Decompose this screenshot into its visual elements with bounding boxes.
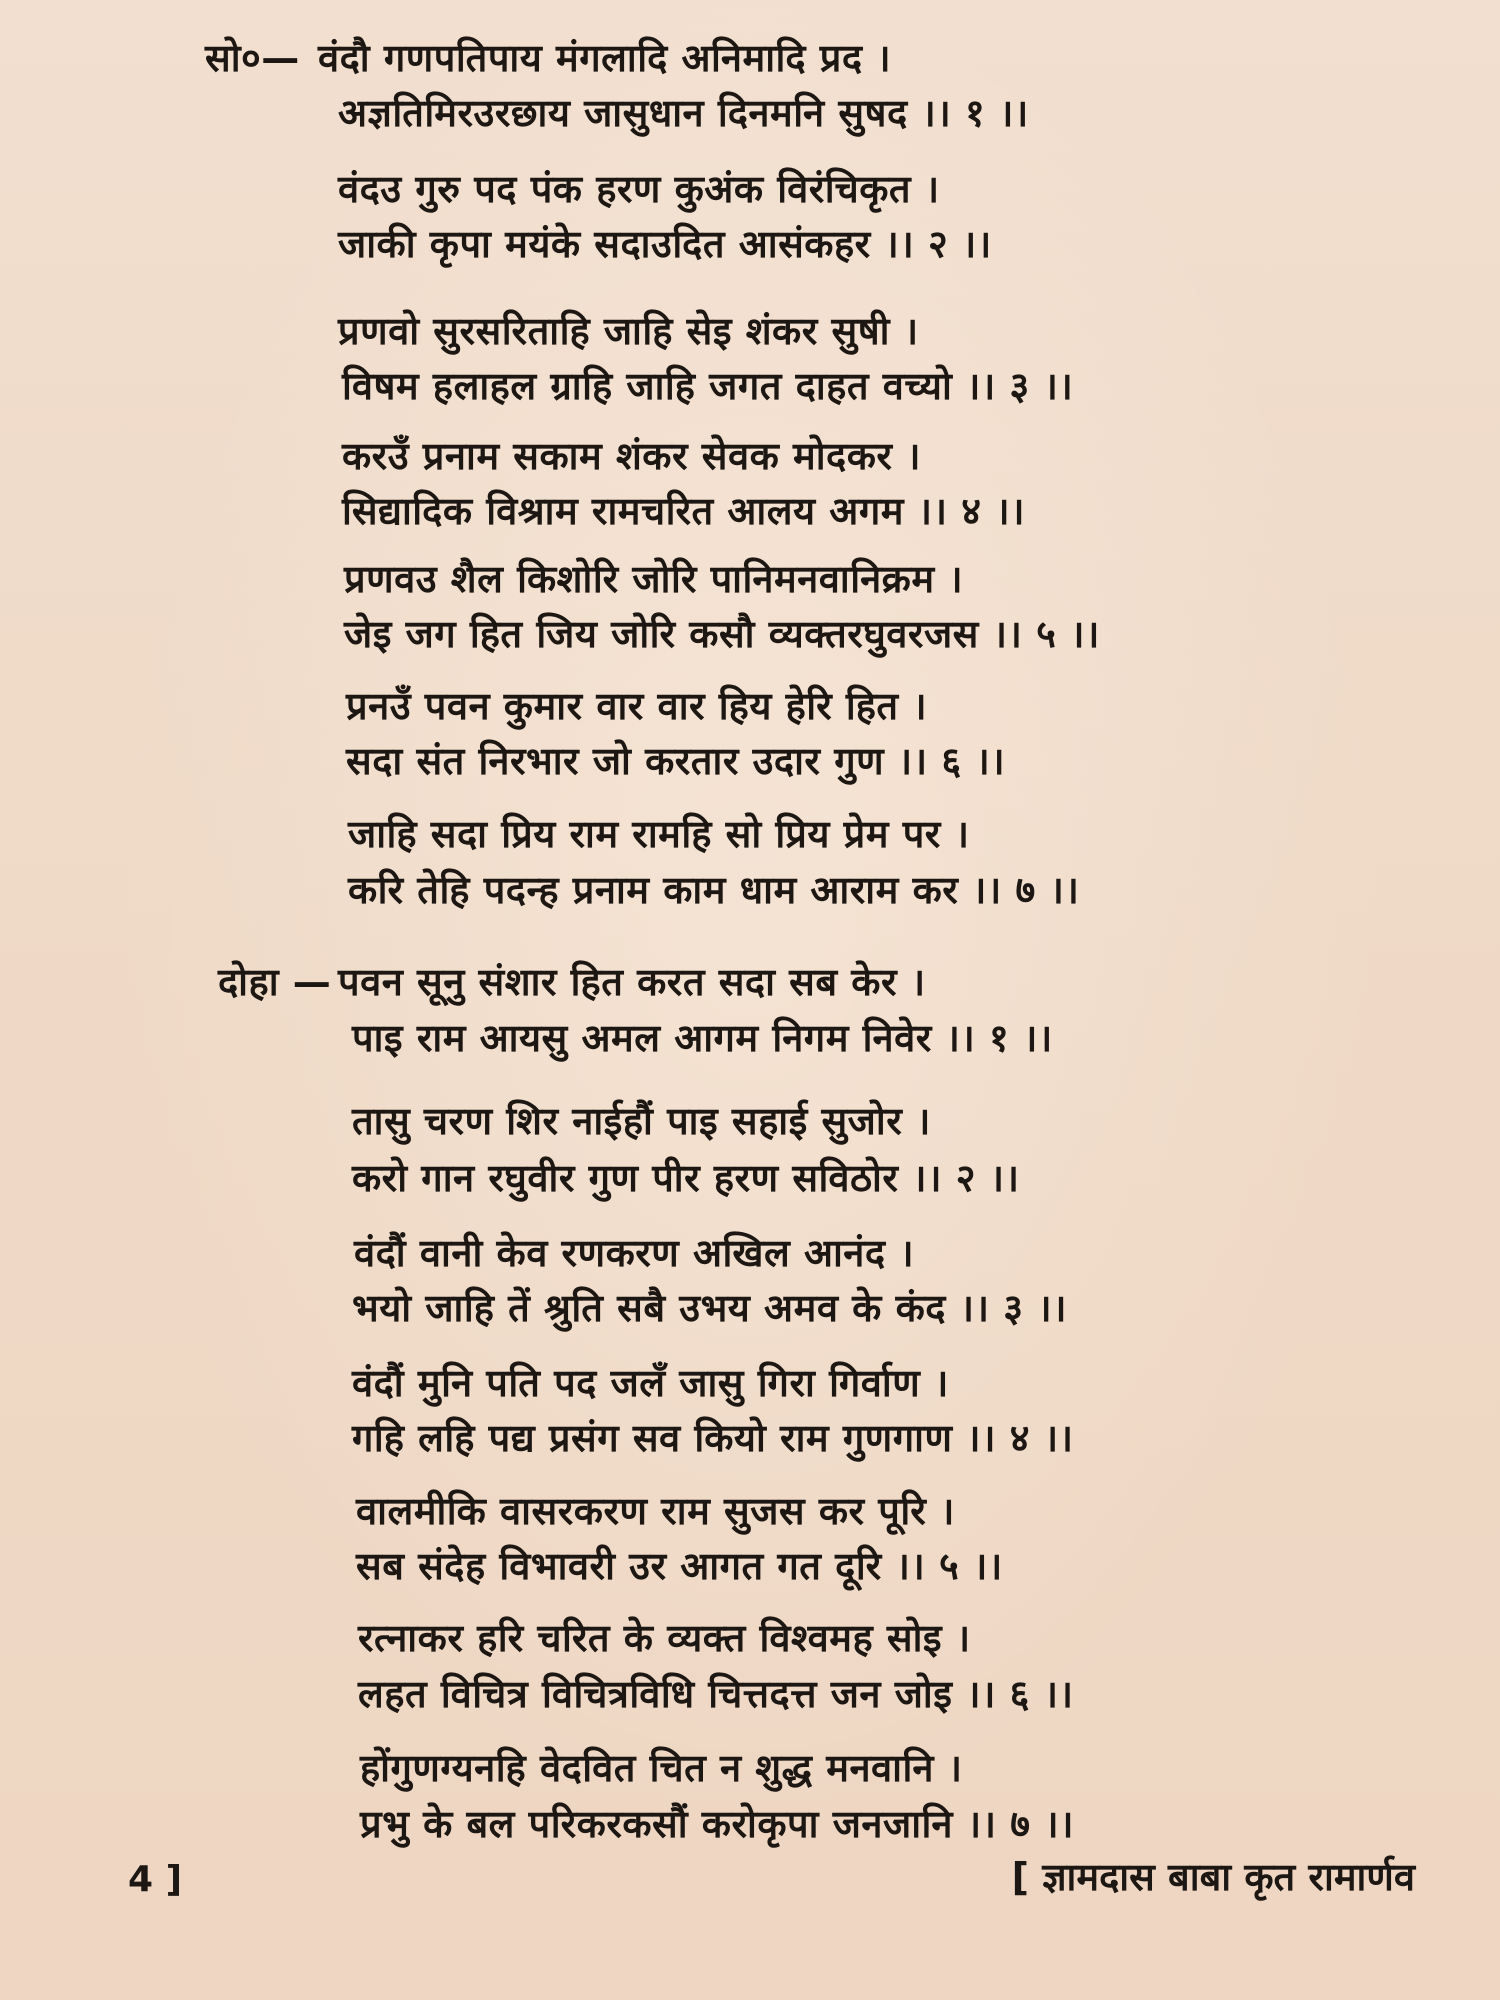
- verse-line: रत्नाकर हरि चरित के व्यक्त विश्वमह सोइ ।: [358, 1616, 971, 1660]
- verse-line: होंगुणग्यनहि वेदवित चित न शुद्ध मनवानि ।: [360, 1746, 963, 1790]
- verse-line: अज्ञतिमिरउरछाय जासुधान दिनमनि सुषद ।। १ ।।: [338, 91, 1029, 135]
- verse-line: सिद्यादिक विश्राम रामचरित आलय अगम ।। ४ ।।: [342, 489, 1026, 533]
- verse-line: करि तेहि पदन्ह प्रनाम काम धाम आराम कर ।। ७ ।।: [348, 868, 1080, 912]
- verse-line: पवन सूनु संशार हित करत सदा सब केर ।: [338, 960, 926, 1004]
- running-footer-title: [ ज्ञामदास बाबा कृत रामार्णव: [1011, 1855, 1415, 1899]
- verse-line: जेइ जग हित जिय जोरि कसौ व्यक्तरघुवरजस ।। ५ ।।: [344, 612, 1100, 656]
- soratha-label: सो०—: [205, 36, 300, 80]
- verse-line: प्रणवउ शैल किशोरि जोरि पानिमनवानिक्रम ।: [344, 557, 964, 601]
- verse-line: वालमीकि वासरकरण राम सुजस कर पूरि ।: [356, 1489, 955, 1533]
- verse-line: सदा संत निरभार जो करतार उदार गुण ।। ६ ।।: [346, 739, 1006, 783]
- verse-line: वंदौ गणपतिपाय मंगलादि अनिमादि प्रद ।: [318, 36, 892, 80]
- verse-line: करउँ प्रनाम सकाम शंकर सेवक मोदकर ।: [342, 434, 922, 478]
- verse-line: प्रभु के बल परिकरकसौं करोकृपा जनजानि ।। ७ ।।: [360, 1802, 1075, 1846]
- verse-line: करो गान रघुवीर गुण पीर हरण सविठोर ।। २ ।।: [352, 1156, 1020, 1200]
- verse-line: गहि लहि पद्य प्रसंग सव कियो राम गुणगाण ।। ४ ।।: [352, 1416, 1074, 1460]
- verse-line: जाकी कृपा मयंके सदाउदित आसंकहर ।। २ ।।: [338, 222, 992, 266]
- verse-line: प्रणवो सुरसरिताहि जाहि सेइ शंकर सुषी ।: [338, 309, 919, 353]
- verse-line: पाइ राम आयसु अमल आगम निगम निवेर ।। १ ।।: [352, 1016, 1053, 1060]
- verse-line: लहत विचित्र विचित्रविधि चित्तदत्त जन जोइ ।। ६ ।।: [358, 1672, 1074, 1716]
- verse-line: वंदौं मुनि पति पद जलँ जासु गिरा गिर्वाण ।: [352, 1361, 949, 1405]
- verse-line: जाहि सदा प्रिय राम रामहि सो प्रिय प्रेम पर ।: [348, 812, 970, 856]
- page-number: 4 ]: [128, 1859, 183, 1900]
- verse-line: वंदउ गुरु पद पंक हरण कुअंक विरंचिकृत ।: [338, 167, 940, 211]
- verse-line: प्रनउँ पवन कुमार वार वार हिय हेरि हित ।: [346, 684, 928, 728]
- verse-line: विषम हलाहल ग्राहि जाहि जगत दाहत वच्यो ।। ३ ।।: [342, 364, 1074, 408]
- doha-label: दोहा —: [218, 960, 332, 1004]
- verse-line: तासु चरण शिर नाईहौं पाइ सहाई सुजोर ।: [352, 1099, 931, 1143]
- verse-line: सब संदेह विभावरी उर आगत गत दूरि ।। ५ ।।: [356, 1544, 1003, 1588]
- verse-line: भयो जाहि तें श्रुति सबै उभय अमव के कंद ।। ३ ।।: [352, 1286, 1068, 1330]
- verse-line: वंदौं वानी केव रणकरण अखिल आनंद ।: [354, 1231, 915, 1275]
